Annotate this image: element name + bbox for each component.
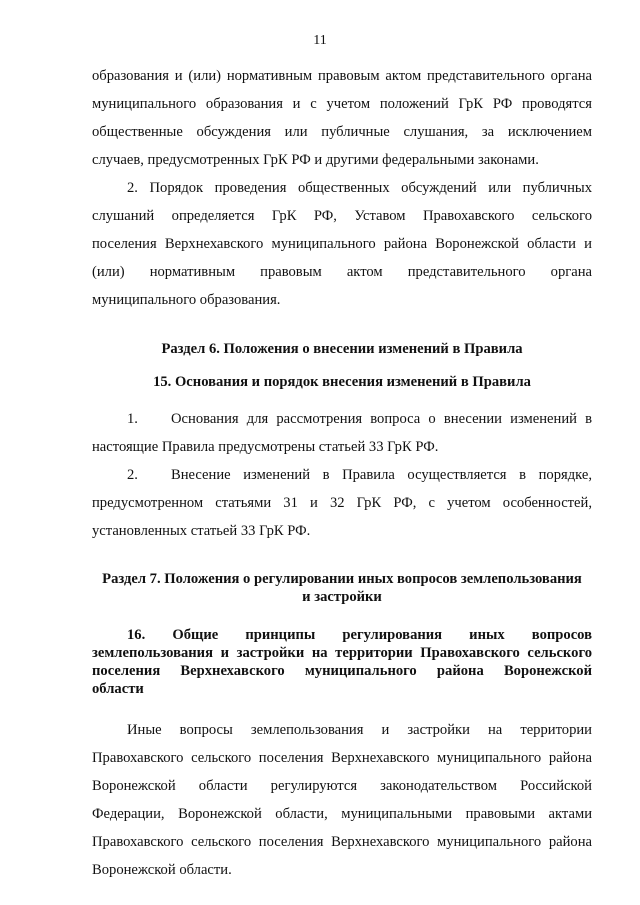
text-line: установленных статьей 33 ГрК РФ. — [92, 523, 311, 539]
text-line: настоящие Правила предусмотрены статьей 33 ГрК РФ. — [92, 439, 439, 455]
text-line: Воронежской области регулируются законодательством Российской — [92, 778, 592, 794]
text-line: Правохавского сельского поселения Верхнехавского муниципального района — [92, 750, 592, 766]
text-line: образования и (или) нормативным правовым актом представительного органа — [92, 68, 592, 84]
heading-line: поселения Верхнехавского муниципального района Воронежской — [92, 663, 592, 679]
text-line: случаев, предусмотренных ГрК РФ и другими федеральными законами. — [92, 152, 539, 168]
heading-line: области — [92, 681, 144, 697]
text-line: поселения Верхнехавского муниципального района Воронежской области и — [92, 236, 592, 252]
text-line: Внесение изменений в Правила осуществляется в порядке, — [171, 467, 592, 483]
article-15-item-1 — [92, 405, 592, 461]
article-15-heading: 15. Основания и порядок внесения изменений в Правила — [153, 374, 531, 390]
section-7-heading — [92, 570, 592, 606]
heading-line: 16. Общие принципы регулирования иных вопросов — [127, 627, 592, 643]
article-16-heading — [92, 626, 592, 698]
paragraph-continuation — [92, 62, 592, 174]
heading-line: землепользования и застройки на территории Правохавского сельского — [92, 645, 592, 661]
text-line: Иные вопросы землепользования и застройки на территории — [127, 722, 592, 738]
heading-line: и застройки — [302, 589, 382, 605]
final-paragraph — [92, 716, 592, 884]
paragraph-2 — [92, 174, 592, 314]
text-line: муниципального образования и с учетом положений ГрК РФ проводятся — [92, 96, 592, 112]
item-number: 2. — [127, 467, 138, 483]
section-6-heading: Раздел 6. Положения о внесении изменений в Правила — [161, 341, 523, 357]
page-number: 11 — [313, 33, 327, 48]
item-number: 1. — [127, 411, 138, 427]
text-line: 2. Порядок проведения общественных обсуждений или публичных — [127, 180, 592, 196]
article-15-item-2 — [92, 461, 592, 545]
heading-line: Раздел 7. Положения о регулировании иных вопросов землепользования — [102, 571, 582, 587]
text-line: Основания для рассмотрения вопроса о внесении изменений в — [171, 411, 592, 427]
document-body — [92, 62, 592, 884]
text-line: слушаний определяется ГрК РФ, Уставом Правохавского сельского — [92, 208, 592, 224]
text-line: Воронежской области. — [92, 862, 232, 878]
text-line: предусмотренном статьями 31 и 32 ГрК РФ, с учетом особенностей, — [92, 495, 592, 511]
text-line: Федерации, Воронежской области, муниципальными правовыми актами — [92, 806, 592, 822]
text-line: Правохавского сельского поселения Верхнехавского муниципального района — [92, 834, 592, 850]
text-line: общественные обсуждения или публичные слушания, за исключением — [92, 124, 592, 140]
text-line: муниципального образования. — [92, 292, 281, 308]
text-line: (или) нормативным правовым актом представительного органа — [92, 264, 592, 280]
